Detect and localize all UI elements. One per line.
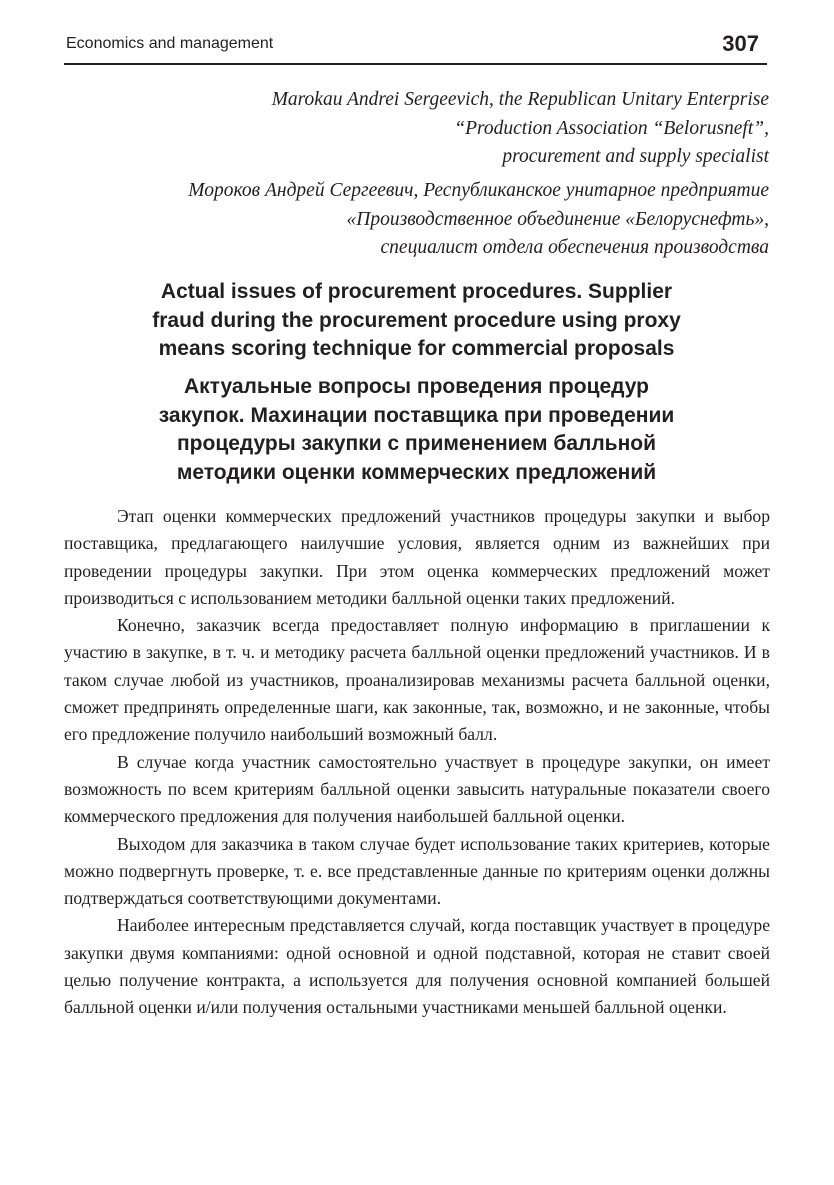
author-line: Мороков Андрей Сергеевич, Республиканское унитарное предприятие [188, 180, 769, 201]
body-paragraph: Выходом для заказчика в таком случае будет использование таких критериев, которые можно подвергнуть проверке, т. е. все представленные данные по критериям оценки должны подтверждаться соответствующими документами. [64, 833, 770, 909]
author-line: специалист отдела обеспечения производства [380, 237, 769, 258]
title-line: закупок. Махинации поставщика при проведении [158, 403, 675, 427]
author-line: «Производственное объединение «Белоруснефть», [346, 208, 769, 230]
title-line: Actual issues of procurement procedures. Supplier [160, 280, 673, 303]
article-title-ru [64, 373, 769, 487]
author-line: “Production Association “Belorusneft”, [454, 117, 769, 139]
article-body [64, 503, 770, 1022]
body-paragraph: Наиболее интересным представляется случай, когда поставщик участвует в процедуре закупки двумя компаниями: одной основной и одной подставной, которая не ставит своей целью получение контракта, а используется для получения основной компанией большей балльной оценки и/или получения остальными участниками меньшей балльной оценки. [64, 915, 770, 1018]
body-paragraph: В случае когда участник самостоятельно участвует в процедуре закупки, он имеет возможность по всем критериям балльной оценки завысить натуральные показатели своего коммерческого предложения для получения наибольшей балльной оценки. [64, 751, 770, 827]
author-line: Marokau Andrei Sergeevich, the Republican Unitary Enterprise [271, 89, 769, 110]
running-head [64, 30, 767, 65]
body-paragraph: Этап оценки коммерческих предложений участников процедуры закупки и выбор поставщика, предлагающего наилучшие условия, является одним из важнейших при проведении процедуры закупки. При этом оценка коммерческих предложений может производиться с использованием методики балльной оценки таких предложений. [64, 506, 770, 608]
title-line: Актуальные вопросы проведения процедур [183, 375, 649, 398]
body-paragraph: Конечно, заказчик всегда предоставляет полную информацию в приглашении к участию в закупке, в т. ч. и методику расчета балльной оценки предложений участников. И в таком случае любой из участников, проанализировав механизмы расчета балльной оценки, сможет предпринять определенные шаги, как законные, так, возможно, и не законные, чтобы его предложение получило наибольший возможный балл. [64, 615, 770, 745]
author-line: procurement and supply specialist [502, 146, 769, 167]
author-affiliation-ru [188, 177, 769, 263]
title-line: процедуры закупки с применением балльной [176, 432, 657, 455]
section-title: Economics and management [66, 35, 274, 52]
title-line: fraud during the procurement procedure using proxy [152, 308, 681, 332]
title-line: методики оценки коммерческих предложений [176, 460, 657, 484]
title-line: means scoring technique for commercial proposals [158, 337, 675, 360]
page-number: 307 [722, 31, 759, 56]
author-affiliation-en [272, 86, 769, 172]
article-title-en [64, 278, 769, 364]
